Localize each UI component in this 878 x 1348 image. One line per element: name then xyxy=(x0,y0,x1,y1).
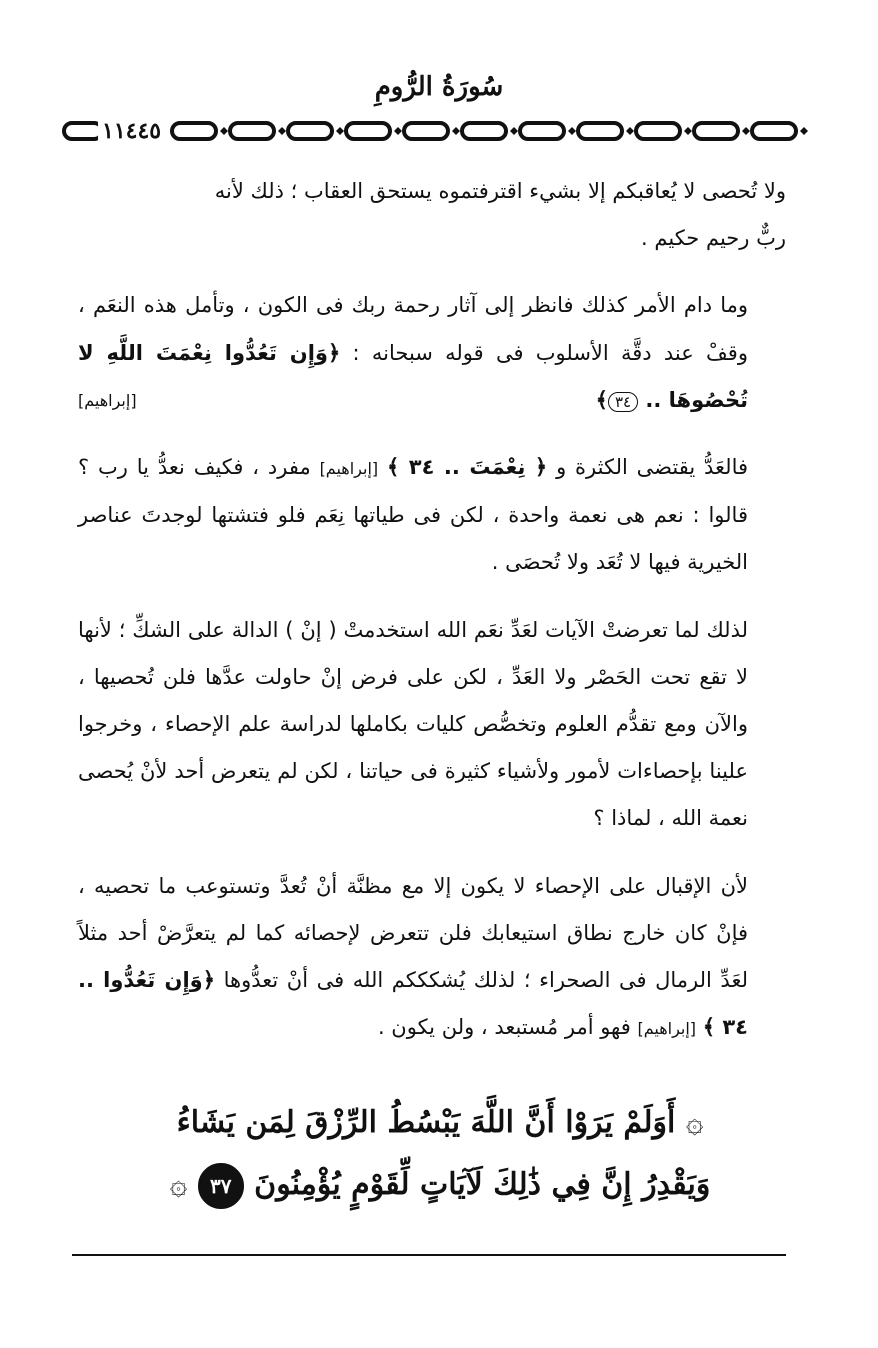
paragraph-2 xyxy=(78,282,786,424)
verse-line-2 xyxy=(150,1154,730,1216)
p2-line-1: وما دام الأمر كذلك فانظر إلى آثار رحمة ربك فى الكون ، وتأمل xyxy=(185,293,748,318)
p2-line-2: هذه النعَم ، وقفْ عند دقَّة الأسلوب فى قوله سبحانه : xyxy=(78,293,748,365)
surah-reference: [إبراهيم] xyxy=(637,1019,697,1039)
ayah-number-badge: ٣٤ xyxy=(608,392,638,412)
quran-quote-nimat: ﴿ نِعْمَتَ .. ٣٤ ﴾ xyxy=(387,455,548,480)
p5-line-2: ما تحصيه ، فإنْ كان خارج نطاق استيعابك فلن تتعرض لإحصائه xyxy=(78,873,749,945)
p4-line-6: الله ، لماذا ؟ xyxy=(593,806,702,831)
p4-line-4: بكاملها لدراسة علم الإحصاء ، وخرجوا علينا بإحصاءات لأمور xyxy=(78,712,748,784)
quote-bracket-open: ﴿ xyxy=(327,340,341,365)
p5-line-1: لأن الإقبال على الإحصاء لا يكون إلا مع مظنَّة أنْ تُعدَّ وتستوعب xyxy=(185,873,748,898)
verse-number-badge: ٣٧ xyxy=(198,1163,244,1209)
p4-line-2: الشكِّ ؛ لأنها لا تقع تحت الحَصْر ولا العَدِّ ، لكن على فرض إنْ xyxy=(78,617,748,689)
p5-line-3: كما لم يتعرَّضْ أحد مثلاً لعَدِّ الرمال فى الصحراء ؛ لذلك يُشكككم الله xyxy=(78,920,748,993)
paragraph-5 xyxy=(78,863,786,1053)
p1-line-1: ولا تُحصى لا يُعاقبكم إلا بشيء اقترفتموه يستحق العقاب ؛ ذلك لأنه xyxy=(214,179,786,203)
surah-title: سُورَةُ الرُّومِ xyxy=(374,72,504,102)
p4-line-1: لذلك لما تعرضتْ الآيات لعَدِّ نعَم الله استخدمتْ ( إنْ ) الدالة على xyxy=(187,617,749,642)
quote-text: وَإِن تَعُدُّوا نِعْمَتَ اللَّهِ لا تُحْصُوهَا .. xyxy=(78,340,748,412)
paragraph-4 xyxy=(78,607,786,843)
p4-line-3: حاولت عدَّها فلن تُحصيها ، والآن ومع تقدُّم العلوم وتخصُّص كليات xyxy=(78,664,748,737)
surah-reference: [إبراهيم] xyxy=(78,390,137,410)
p5-line-5: يكون . xyxy=(377,1015,436,1040)
commentary-text xyxy=(78,168,786,1052)
verse-line-2-text: وَيَقْدِرُ إِنَّ فِي ذَٰلِكَ لَآيَاتٍ لِّقَوْمٍ يُؤْمِنُونَ xyxy=(254,1167,711,1202)
verse-line-1 xyxy=(150,1092,730,1154)
decorative-chain-border xyxy=(60,118,820,144)
p4-line-5: ولأشياء كثيرة فى حياتنا ، لكن لم يتعرض أحد لأنْ يُحصى نعمة xyxy=(78,759,748,831)
p3-line-2: نعدُّ يا رب ؟ قالوا : نعم هى نعمة واحدة ، لكن فى طياتها نِعَم فلو xyxy=(78,455,748,528)
quran-quote-in-taudu: ﴿وَإِن تَعُدُّوا .. ٣٤ ﴾ xyxy=(78,968,748,1040)
p5-line-4b: فهو أمر مُستبعد ، ولن xyxy=(441,1015,631,1040)
verse-ornament-icon: ۞ xyxy=(685,1105,704,1140)
p5-line-4a: فى أنْ تعدُّوها xyxy=(223,968,345,993)
verse-line-1-text: أَوَلَمْ يَرَوْا أَنَّ اللَّهَ يَبْسُطُ الرِّزْقَ لِمَن يَشَاءُ xyxy=(176,1105,676,1140)
quote-bracket-close: ﴾ xyxy=(595,387,608,412)
quran-verse-37 xyxy=(150,1092,730,1216)
surah-reference: [إبراهيم] xyxy=(319,459,379,479)
paragraph-3 xyxy=(78,444,786,587)
paragraph-1 xyxy=(78,168,786,262)
p3-line-1a: فالعَدُّ يقتضى الكثرة و xyxy=(556,455,749,480)
p1-line-2: ربٌّ رحيم حكيم . xyxy=(641,226,786,251)
page-number: ١١٤٤٥ xyxy=(98,118,165,144)
p3-line-3: فتشتها لوجدتَ عناصر الخيرية فيها لا تُعَد ولا تُحصَى . xyxy=(78,503,748,575)
p3-line-1b: مفرد ، فكيف xyxy=(193,455,311,480)
verse-ornament-icon: ۞ xyxy=(169,1167,188,1202)
footer-divider xyxy=(72,1254,786,1256)
